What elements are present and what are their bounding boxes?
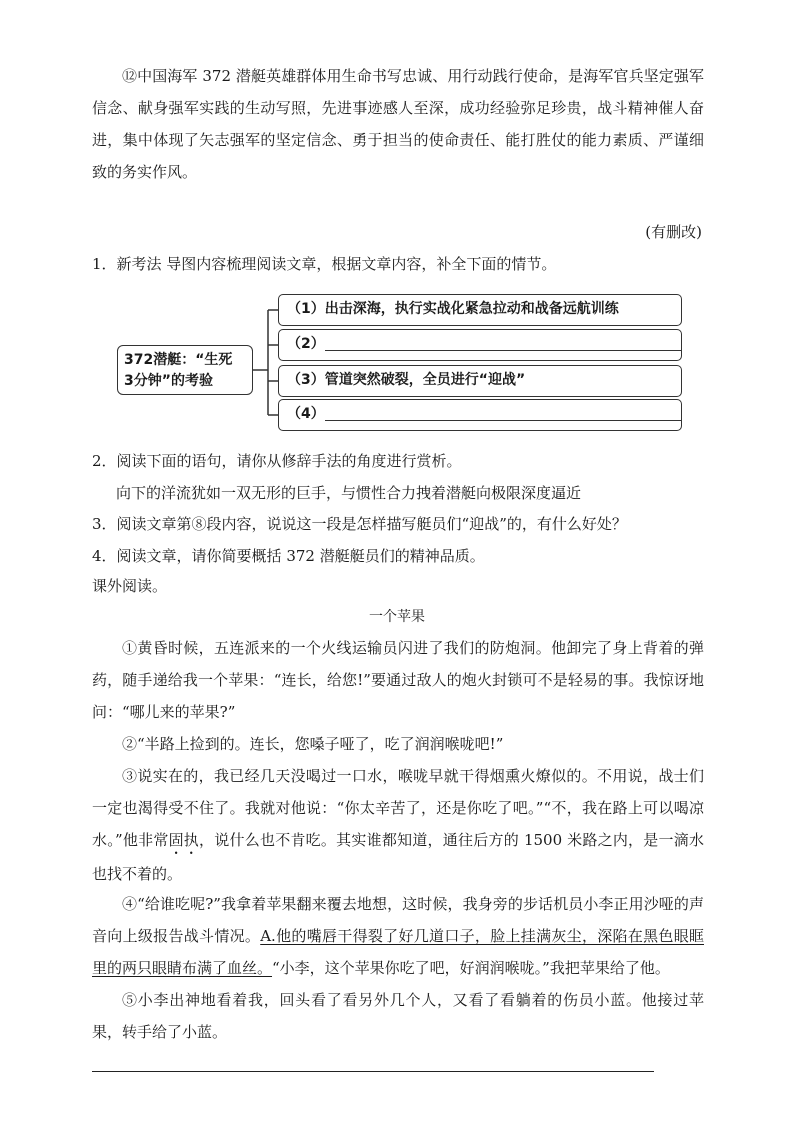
mind-map-item-3-text: （3）管道突然破裂，全员进行“迎战”	[287, 372, 526, 388]
mind-map-center-line2: 3分钟”的考验	[124, 373, 213, 389]
mind-map-item-4-text: （4）	[287, 406, 325, 422]
question-2-sentence: 向下的洋流犹如一双无形的巨手，与惯性合力拽着潜艇向极限深度逼近	[116, 484, 582, 502]
mind-map-item-4	[278, 399, 682, 431]
story-paragraph-4-part1: ④“给谁吃呢?”我拿着苹果翻来覆去地想，这时候，我身旁的步话机员小李正用沙哑的声音向上级报告战斗情况。	[92, 895, 704, 945]
answer-blank-4[interactable]	[325, 400, 681, 421]
story-paragraph-1: ①黄昏时候，五连派来的一个火线运输员闪进了我们的防炮洞。他卸完了身上背着的弹药，随手递给我一个苹果：“连长，给您!”要通过敌人的炮火封锁可不是轻易的事。我惊讶地问：“哪儿来的苹果?”	[92, 639, 704, 721]
question-2: 2．阅读下面的语句，请你从修辞手法的角度进行赏析。	[92, 452, 462, 470]
mind-map-center-line1: 372潜艇：“生死	[124, 352, 233, 368]
source-note: (有删改)	[645, 223, 702, 241]
mind-map-item-2	[278, 329, 682, 361]
story-paragraph-2: ②“半路上捡到的。连长，您嗓子哑了，吃了润润喉咙吧!”	[122, 735, 504, 753]
story-paragraph-3	[92, 760, 704, 890]
question-4: 4．阅读文章，请你简要概括 372 潜艇艇员们的精神品质。	[92, 547, 485, 565]
mind-map-item-3	[278, 365, 682, 397]
paragraph-12: ⑫中国海军 372 潜艇英雄群体用生命书写忠诚、用行动践行使命，是海军官兵坚定强军信念、献身强军实践的生动写照，先进事迹感人至深，成功经验弥足珍贵，战斗精神催人奋进，集中体现了矢志强军的坚定信念、勇于担当的使命责任、能打胜仗的能力素质、严谨细致的务实作风。	[92, 67, 704, 181]
footer-rule	[92, 1071, 654, 1072]
mind-map-item-2-text: （2）	[287, 336, 325, 352]
extra-reading-label: 课外阅读。	[92, 577, 168, 595]
story-paragraph-4-part2: “小李，这个苹果你吃了吧，好润润喉咙。”我把苹果给了他。	[272, 959, 670, 977]
mind-map-item-1-text: （1）出击深海，执行实战化紧急拉动和战备远航训练	[287, 301, 619, 317]
dotted-word: 固执	[168, 831, 200, 849]
story-paragraph-4	[92, 888, 704, 984]
question-1: 1．新考法 导图内容梳理阅读文章，根据文章内容，补全下面的情节。	[92, 255, 557, 273]
question-3: 3．阅读文章第⑧段内容，说说这一段是怎样描写艇员们“迎战”的，有什么好处？	[92, 515, 627, 533]
mind-map-item-1	[278, 294, 682, 326]
story-paragraph-3-part1: ③说实在的，我已经几天没喝过一口水，喉咙早就干得烟熏火燎似的。不用说，战士们一定也渴得受不住了。我就对他说：“你太辛苦了，还是你吃了吧。”“不，我在路上可以喝凉水。”他非常	[92, 767, 704, 849]
story-title: 一个苹果	[369, 609, 425, 625]
story-paragraph-5: ⑤小李出神地看着我，回头看了看另外几个人，又看了看躺着的伤员小蓝。他接过苹果，转手给了小蓝。	[92, 991, 704, 1041]
mind-map-center	[117, 345, 253, 395]
story-paragraph-3-part2: ，说什么也不肯吃。其实谁都知道，通往后方的 1500 米路之内，是一滴水也找不着的。	[92, 831, 704, 883]
answer-blank-2[interactable]	[325, 330, 681, 351]
underlined-sentence-a: A.他的嘴唇干得裂了好几道口子，脸上挂满灰尘，深陷在黑色眼眶里的两只眼睛布满了血丝。	[92, 927, 704, 977]
